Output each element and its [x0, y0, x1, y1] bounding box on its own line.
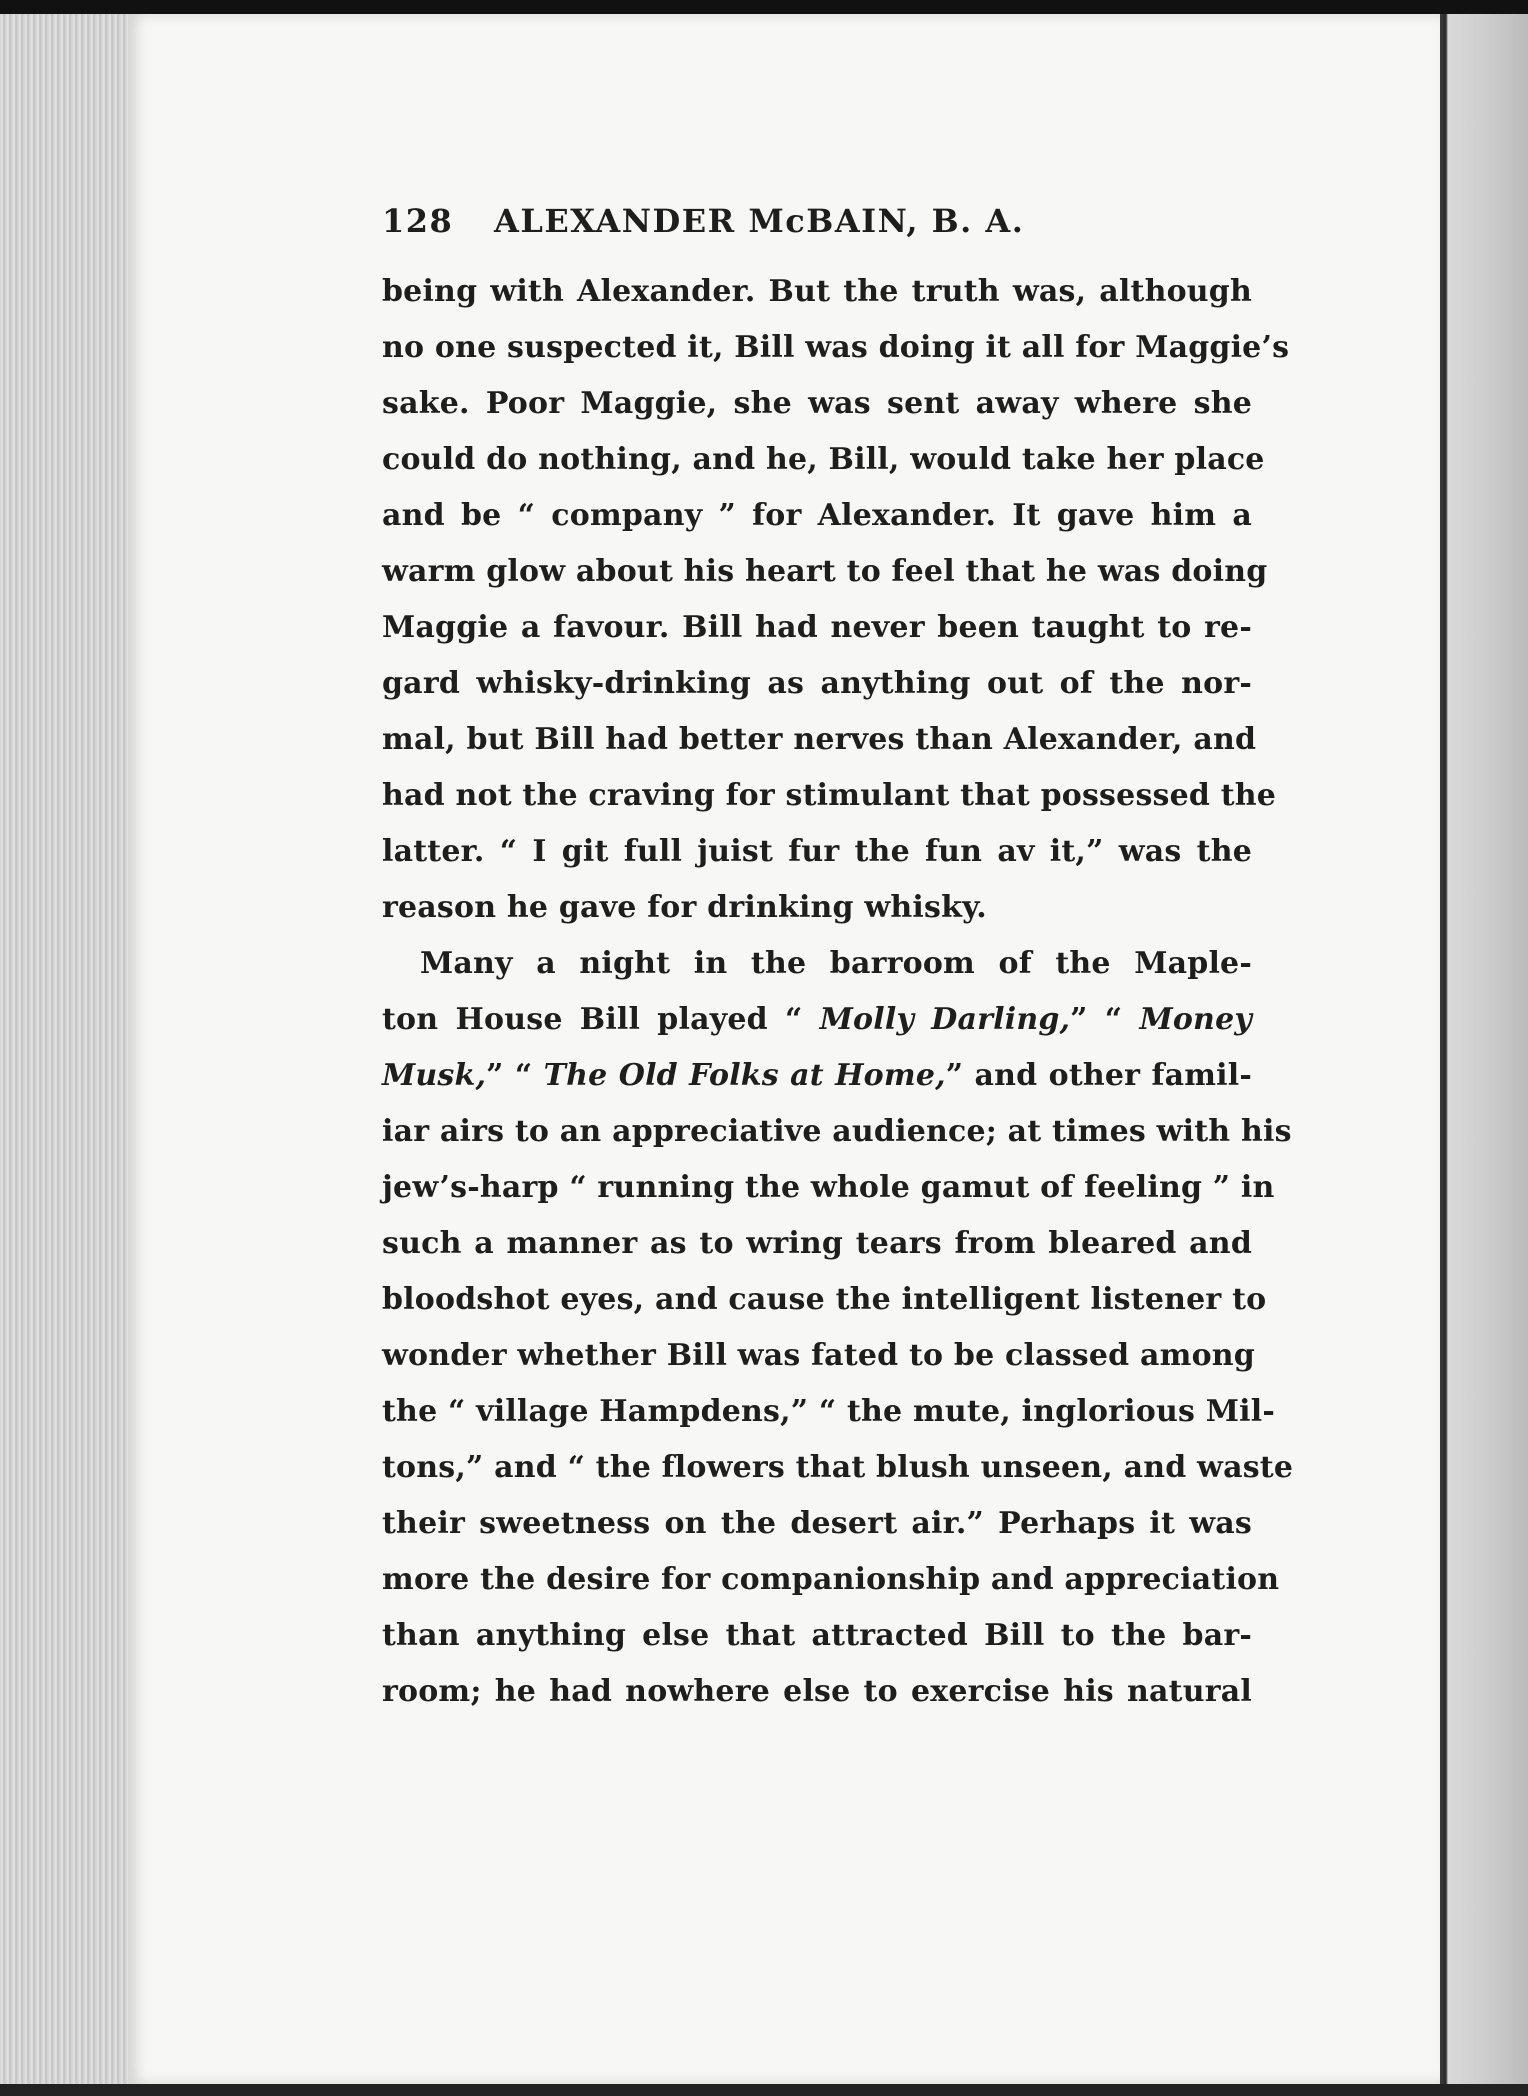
text-fragment: reason he gave for drinking whisky. [382, 890, 987, 925]
text-fragment: ” “ [1070, 1002, 1140, 1037]
text-line [382, 1272, 1267, 1328]
italic-title-fragment: Musk, [382, 1058, 487, 1093]
text-fragment: such a manner as to wring tears from bleared and [382, 1226, 1252, 1261]
text-line [382, 656, 1252, 712]
text-line [382, 1496, 1252, 1552]
text-line [382, 768, 1277, 824]
text-line [382, 1048, 1252, 1104]
text-line [382, 880, 1252, 936]
text-line [382, 1664, 1252, 1720]
text-line [382, 712, 1257, 768]
text-line [382, 264, 1252, 320]
text-line [382, 824, 1252, 880]
book-page-edges [0, 14, 130, 2084]
text-line [382, 1328, 1255, 1384]
text-fragment: mal, but Bill had better nerves than Alexander, and [382, 722, 1257, 757]
text-fragment: ” “ [486, 1058, 544, 1093]
running-title: ALEXANDER McBAIN, B. A. [494, 202, 1025, 240]
page-text-block [382, 202, 1294, 1720]
text-fragment: wonder whether Bill was fated to be classed among [382, 1338, 1255, 1373]
text-fragment: had not the craving for stimulant that possessed the [382, 778, 1277, 813]
italic-title-fragment: Money [1139, 1002, 1252, 1037]
text-fragment: jew’s-harp “ running the whole gamut of feeling ” in [382, 1170, 1275, 1205]
scan-bottom-border [0, 2084, 1528, 2096]
text-line [382, 320, 1290, 376]
text-fragment: room; he had nowhere else to exercise his natural [382, 1674, 1252, 1709]
text-line [382, 1104, 1292, 1160]
text-fragment: their sweetness on the desert air.” Perhaps it was [382, 1506, 1252, 1541]
text-fragment: the “ village Hampdens,” “ the mute, inglorious Mil- [382, 1394, 1275, 1429]
text-fragment: sake. Poor Maggie, she was sent away where she [382, 386, 1252, 421]
text-line [382, 376, 1252, 432]
text-line [382, 1552, 1280, 1608]
text-fragment: ton House Bill played “ [382, 1002, 820, 1037]
text-fragment: warm glow about his heart to feel that he was doing [382, 554, 1268, 589]
text-fragment: more the desire for companionship and appreciation [382, 1562, 1280, 1597]
text-line [382, 432, 1265, 488]
text-fragment: being with Alexander. But the truth was, although [382, 274, 1252, 309]
scan-top-border [0, 0, 1528, 14]
italic-title-fragment: Molly Darling, [819, 1002, 1071, 1037]
text-line [382, 600, 1252, 656]
body-text [382, 264, 1294, 1720]
text-fragment: tons,” and “ the flowers that blush unseen, and waste [382, 1450, 1294, 1485]
running-head [382, 202, 1252, 264]
text-line [382, 1160, 1275, 1216]
text-line [382, 1440, 1294, 1496]
text-fragment: iar airs to an appreciative audience; at times with his [382, 1114, 1292, 1149]
text-fragment: latter. “ I git full juist fur the fun av it,” was the [382, 834, 1252, 869]
text-line [382, 936, 1252, 992]
text-fragment: Many a night in the barroom of the Maple- [420, 946, 1252, 981]
text-fragment: ” and other famil- [945, 1058, 1253, 1093]
text-line [382, 1608, 1252, 1664]
text-line [382, 544, 1268, 600]
text-fragment: and be “ company ” for Alexander. It gave him a [382, 498, 1252, 533]
text-line [382, 1384, 1275, 1440]
text-fragment: bloodshot eyes, and cause the intelligent listener to [382, 1282, 1267, 1317]
text-fragment: no one suspected it, Bill was doing it all for Maggie’s [382, 330, 1290, 365]
page-number: 128 [382, 202, 454, 240]
text-fragment: could do nothing, and he, Bill, would take her place [382, 442, 1265, 477]
text-fragment: Maggie a favour. Bill had never been taught to re- [382, 610, 1252, 645]
text-line [382, 488, 1252, 544]
text-line [382, 1216, 1252, 1272]
italic-title-fragment: The Old Folks at Home, [543, 1058, 946, 1093]
text-line [382, 992, 1252, 1048]
facing-page-edge [1440, 14, 1528, 2084]
text-fragment: than anything else that attracted Bill to the bar- [382, 1618, 1252, 1653]
text-fragment: gard whisky-drinking as anything out of the nor- [382, 666, 1252, 701]
